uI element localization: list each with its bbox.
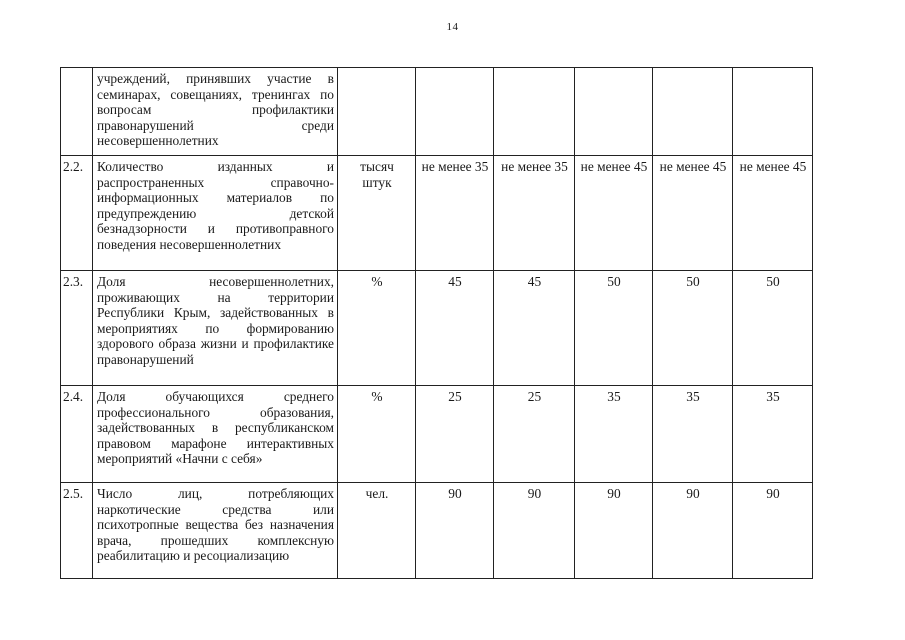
value-cell: 50 [575,271,653,386]
value-cell: 25 [494,386,575,483]
unit-cell [338,271,416,386]
indicator-description: учреждений, принявших участие в семинарах, совещаниях, тренингах по вопросам профилактики правонарушений среди несовершеннолетних [93,68,338,156]
value-cell [416,68,494,156]
unit-label: чел. [365,486,389,501]
unit-label: % [371,274,383,289]
row-number: 2.3. [61,271,93,386]
unit-cell [338,386,416,483]
unit-label: тысяч [360,159,394,174]
value-cell [733,68,813,156]
value-cell: 45 [416,271,494,386]
unit-label: % [371,389,383,404]
table-row [61,271,813,386]
value-cell: не менее 45 [653,156,733,271]
table-row [61,483,813,579]
value-cell: 50 [653,271,733,386]
indicator-description: Количество изданных и распространенных справочно-информационных материалов по предупреждению детской безнадзорности и противоправного поведения несовершеннолетних [93,156,338,271]
value-cell: 35 [575,386,653,483]
value-cell: 50 [733,271,813,386]
row-number: 2.5. [61,483,93,579]
unit-cell [338,483,416,579]
table-row [61,68,813,156]
value-cell: не менее 35 [416,156,494,271]
value-cell: не менее 45 [733,156,813,271]
value-cell: 90 [575,483,653,579]
value-cell [653,68,733,156]
value-cell: 90 [416,483,494,579]
value-cell: 25 [416,386,494,483]
value-cell: не менее 35 [494,156,575,271]
value-cell [494,68,575,156]
unit-cell [338,68,416,156]
value-cell: 90 [494,483,575,579]
indicator-description: Доля обучающихся среднего профессионального образования, задействованных в республиканском правовом марафоне интерактивных мероприятий «Начни с себя» [93,386,338,483]
page-number: 14 [446,21,459,33]
table-row [61,386,813,483]
indicator-description: Доля несовершеннолетних, проживающих на территории Республики Крым, задействованных в мероприятиях по формированию здорового образа жизни и профилактике правонарушений [93,271,338,386]
value-cell [575,68,653,156]
unit-cell [338,156,416,271]
value-cell: не менее 45 [575,156,653,271]
value-cell: 35 [653,386,733,483]
value-cell: 45 [494,271,575,386]
value-cell: 90 [653,483,733,579]
row-number [61,68,93,156]
indicators-table [60,67,813,579]
row-number: 2.2. [61,156,93,271]
table-row [61,156,813,271]
row-number: 2.4. [61,386,93,483]
value-cell: 90 [733,483,813,579]
indicator-description: Число лиц, потребляющих наркотические средства или психотропные вещества без назначения врача, прошедших комплексную реабилитацию и ресоциализацию [93,483,338,579]
unit-label: штук [362,174,392,190]
value-cell: 35 [733,386,813,483]
